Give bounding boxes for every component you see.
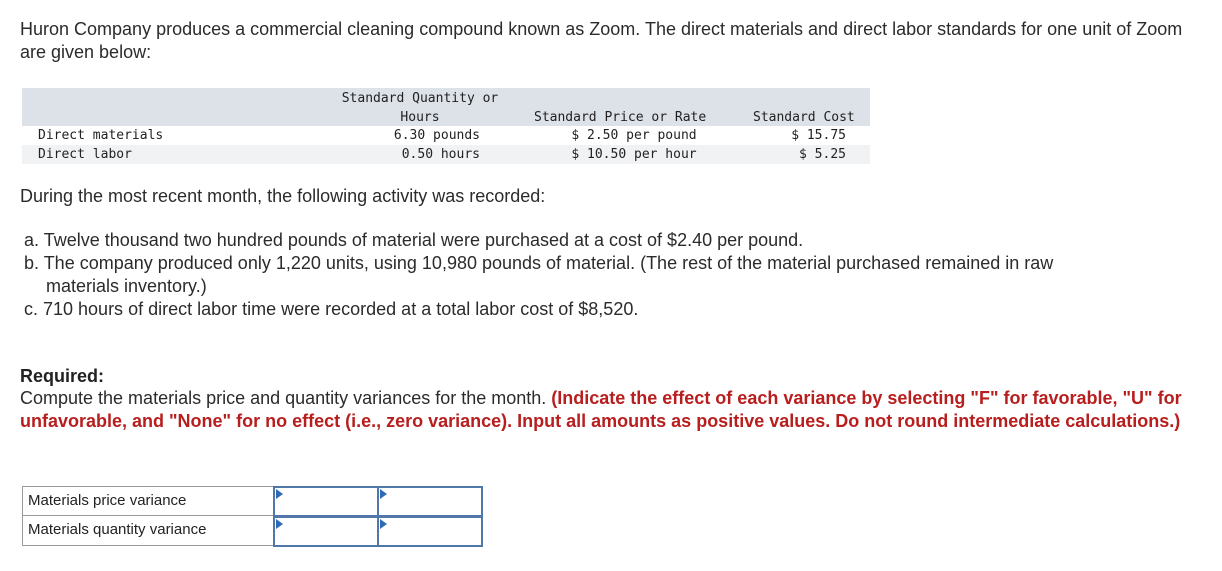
- table-row-direct-labor: [22, 145, 870, 164]
- activity-item-b: b. The company produced only 1,220 units, using 10,980 pounds of material. (The rest of the material purchased remained in raw: [24, 253, 1054, 273]
- answer-label: Materials price variance: [22, 486, 280, 516]
- dropdown-indicator-icon: [276, 489, 283, 499]
- answer-label: Materials quantity variance: [22, 516, 280, 546]
- row-label: Direct materials: [38, 128, 164, 143]
- required-text: [20, 387, 1200, 433]
- activity-intro: During the most recent month, the following activity was recorded:: [20, 186, 546, 206]
- activity-item-a: a. Twelve thousand two hundred pounds of material were purchased at a cost of $2.40 per pound.: [24, 230, 804, 250]
- row-price: $ 2.50 per pound: [571, 128, 697, 143]
- quantity-variance-amount-input[interactable]: [273, 516, 379, 547]
- table-row-direct-materials: [22, 126, 870, 145]
- dropdown-indicator-icon: [380, 519, 387, 529]
- row-cost: $ 15.75: [791, 128, 846, 143]
- dropdown-indicator-icon: [276, 519, 283, 529]
- header-standard-quantity: Standard Quantity or: [341, 91, 499, 106]
- header-standard-cost: Standard Cost: [753, 110, 855, 125]
- quantity-variance-effect-select[interactable]: [377, 516, 483, 547]
- required-question: Compute the materials price and quantity variances for the month.: [20, 388, 552, 408]
- row-label: Direct labor: [38, 147, 132, 162]
- row-quantity: 6.30 pounds: [393, 128, 480, 143]
- required-instruction: (Indicate the effect of each variance by selecting "F" for favorable, "U" for unfavorable, and "None" for no effect (i.e., zero variance). Input all amounts as positive values. Do not round intermediate calculations.): [20, 388, 1182, 431]
- header-standard-quantity-hours: Hours: [400, 110, 440, 125]
- row-quantity: 0.50 hours: [401, 147, 480, 162]
- standards-table-header: [22, 88, 870, 126]
- row-price: $ 10.50 per hour: [571, 147, 697, 162]
- required-heading: Required:: [20, 366, 105, 386]
- price-variance-amount-input[interactable]: [273, 486, 379, 517]
- dropdown-indicator-icon: [380, 489, 387, 499]
- header-standard-price: Standard Price or Rate: [534, 110, 707, 125]
- row-cost: $ 5.25: [799, 147, 846, 162]
- activity-item-c: c. 710 hours of direct labor time were recorded at a total labor cost of $8,520.: [24, 299, 639, 319]
- problem-intro: Huron Company produces a commercial cleaning compound known as Zoom. The direct materials and direct labor standards for one unit of Zoom are given below:: [20, 19, 1183, 62]
- price-variance-effect-select[interactable]: [377, 486, 483, 517]
- activity-item-b-continued: materials inventory.): [46, 276, 207, 296]
